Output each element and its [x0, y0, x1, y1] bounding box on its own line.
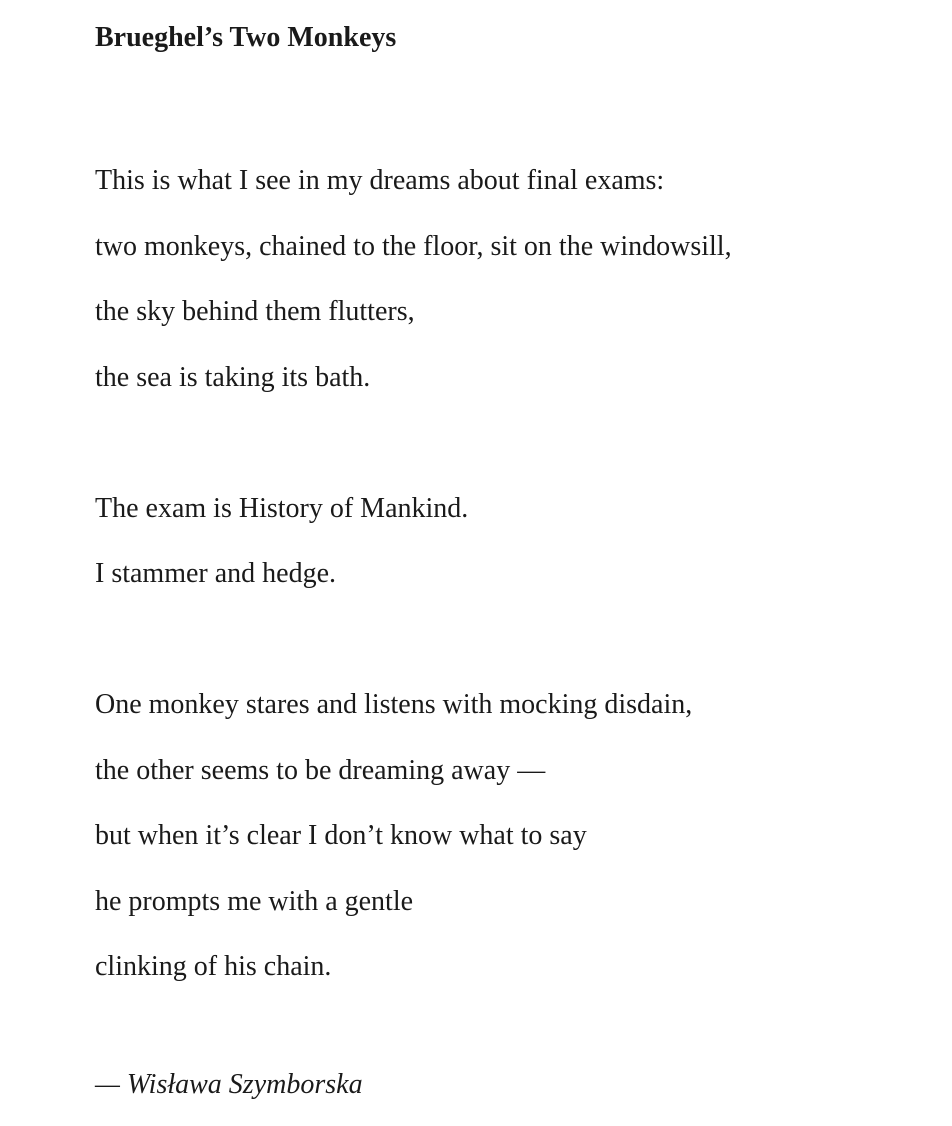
stanza-3 [95, 672, 732, 1000]
poem-line: the sea is taking its bath. [95, 361, 371, 393]
stanza-2 [95, 476, 732, 607]
poem-line: but when it’s clear I don’t know what to say [95, 820, 587, 851]
poem-line: This is what I see in my dreams about final exams: [95, 165, 665, 196]
poem-line: he prompts me with a gentle [95, 885, 414, 917]
poem-line: the other seems to be dreaming away — [95, 754, 546, 786]
poem-line: two monkeys, chained to the floor, sit on the windowsill, [95, 230, 732, 262]
poem-line: clinking of his chain. [95, 951, 332, 982]
poem-body [95, 148, 732, 1065]
poem-line: I stammer and hedge. [95, 558, 337, 589]
poem-line: The exam is History of Mankind. [95, 492, 469, 524]
stanza-1 [95, 148, 732, 410]
poem-attribution: — Wisława Szymborska [95, 1069, 363, 1100]
poem-title: Brueghel’s Two Monkeys [95, 22, 397, 53]
poem-line: the sky behind them flutters, [95, 296, 415, 327]
poem-line: One monkey stares and listens with mocking disdain, [95, 689, 693, 720]
